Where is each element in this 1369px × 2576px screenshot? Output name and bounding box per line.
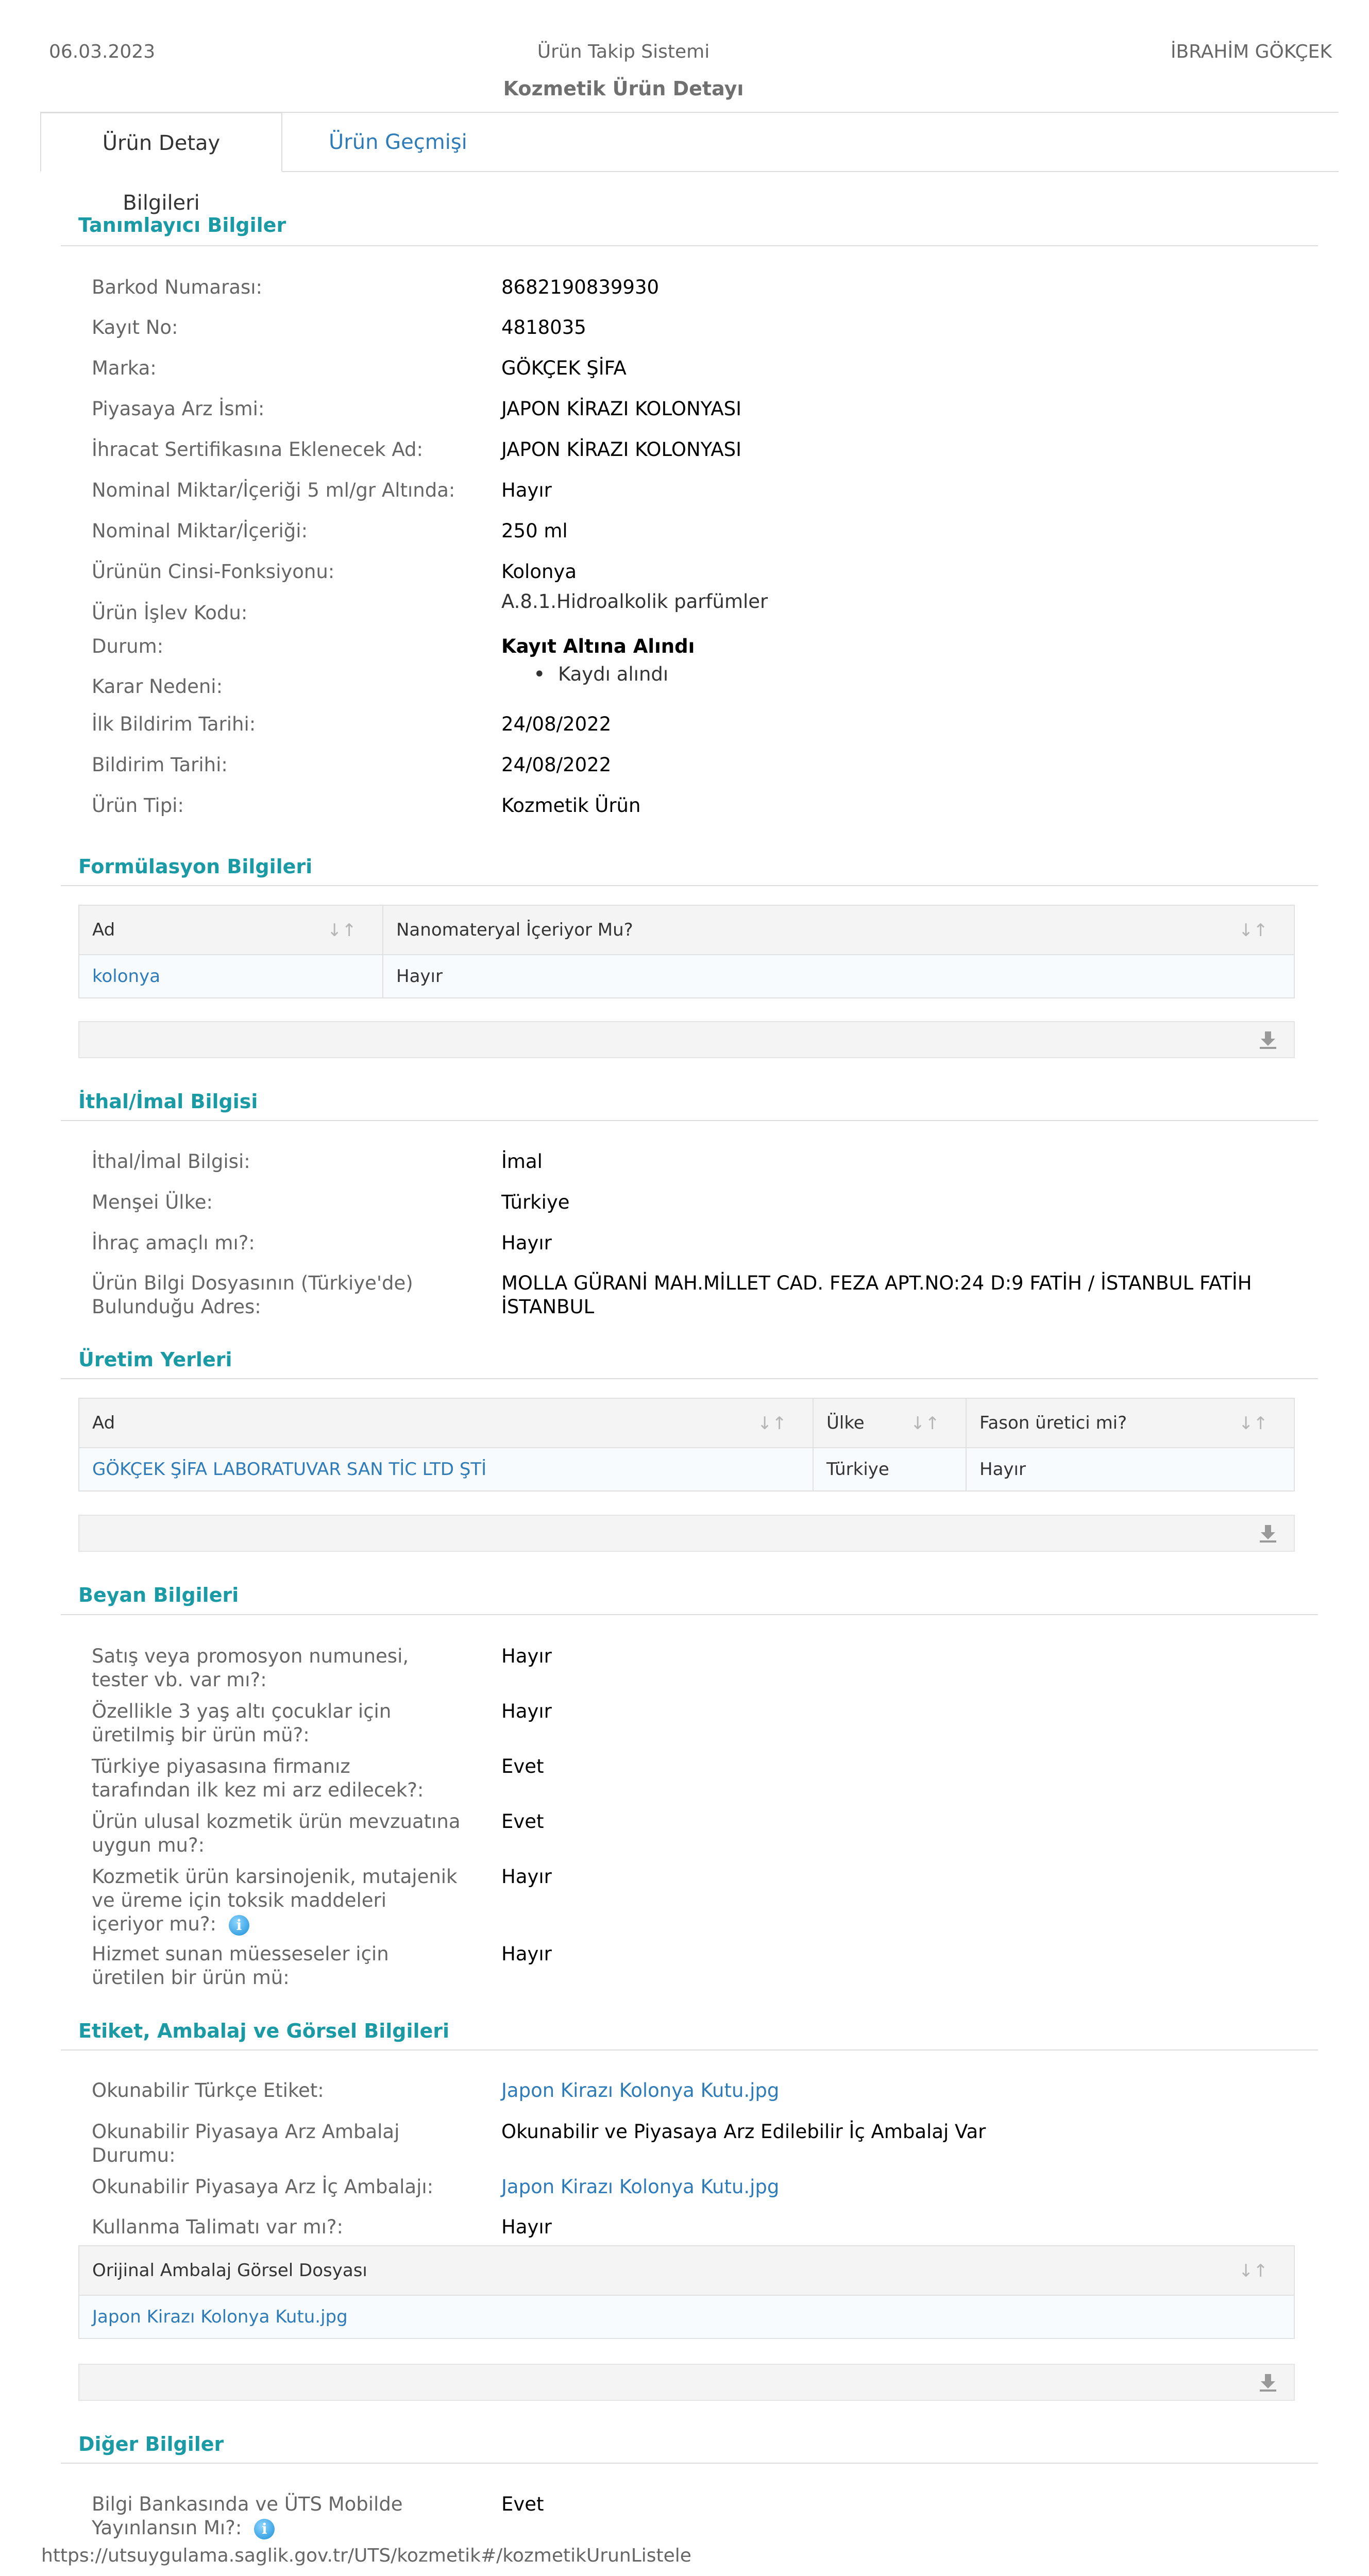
field-value: GÖKÇEK ŞİFA <box>501 357 627 379</box>
field-value: Türkiye <box>501 1191 570 1213</box>
column-header-original-packaging[interactable]: Orijinal Ambalaj Görsel Dosyası ↓↑ <box>79 2246 1294 2295</box>
field-value: Hayır <box>501 1700 552 1722</box>
field-label: Nominal Miktar/İçeriği 5 ml/gr Altında: <box>92 479 455 501</box>
header-system-name: Ürün Takip Sistemi <box>537 41 710 62</box>
section-title-declaration: Beyan Bilgileri <box>78 1584 239 1606</box>
tab-product-history[interactable]: Ürün Geçmişi <box>329 130 467 154</box>
field-label: Karar Nedeni: <box>92 675 223 698</box>
field-label: Piyasaya Arz İsmi: <box>92 398 265 420</box>
decision-reason-item: • Kaydı alındı <box>558 663 668 686</box>
sort-icon[interactable]: ↓↑ <box>1239 2261 1268 2281</box>
field-value: Hayır <box>501 1645 552 1667</box>
column-header-nanomaterial[interactable]: Nanomateryal İçeriyor Mu? ↓↑ <box>383 905 1294 955</box>
table-cell: Hayır <box>966 1448 1294 1491</box>
field-label: Okunabilir Türkçe Etiket: <box>92 2079 324 2102</box>
field-label: Okunabilir Piyasaya Arz Ambalaj Durumu: <box>92 2121 400 2166</box>
field-label: Barkod Numarası: <box>92 276 263 298</box>
field-label: Ürünün Cinsi-Fonksiyonu: <box>92 561 335 583</box>
field-label: Hizmet sunan müesseseler için üretilen bir ürün mü: <box>92 1943 389 1989</box>
field-value: Hayır <box>501 2216 552 2238</box>
field-value: 4818035 <box>501 316 586 338</box>
field-value: Kolonya <box>501 561 577 583</box>
field-value: Hayır <box>501 479 552 501</box>
field-label: Bilgi Bankasında ve ÜTS Mobilde Yayınlansın Mı?: i <box>92 2493 403 2539</box>
field-value: İmal <box>501 1150 543 1173</box>
field-label: Türkiye piyasasına firmanız tarafından ilk kez mi arz edilecek?: <box>92 1755 424 1801</box>
field-label: Özellikle 3 yaş altı çocuklar için üretilmiş bir ürün mü?: <box>92 1700 392 1746</box>
original-packaging-table <box>78 2245 1295 2339</box>
header-date: 06.03.2023 <box>49 41 156 62</box>
field-label: Nominal Miktar/İçeriği: <box>92 520 308 542</box>
table-row <box>79 2295 1294 2338</box>
field-value: Evet <box>501 1810 544 1833</box>
section-title-import: İthal/İmal Bilgisi <box>78 1090 258 1113</box>
section-title-label-packaging: Etiket, Ambalaj ve Görsel Bilgileri <box>78 2020 450 2042</box>
sort-icon[interactable]: ↓↑ <box>910 1413 940 1434</box>
header-user-name: İBRAHİM GÖKÇEK <box>1170 41 1332 62</box>
field-label: İthal/İmal Bilgisi: <box>92 1150 250 1173</box>
field-label: Kayıt No: <box>92 316 178 338</box>
field-value: Hayır <box>501 1943 552 1965</box>
field-value: Okunabilir ve Piyasaya Arz Edilebilir İç Ambalaj Var <box>501 2121 986 2143</box>
field-label: İlk Bildirim Tarihi: <box>92 713 256 735</box>
manufacturer-link[interactable]: GÖKÇEK ŞİFA LABORATUVAR SAN TİC LTD ŞTİ <box>79 1448 813 1491</box>
table-cell: Hayır <box>383 955 1294 998</box>
page-title: Kozmetik Ürün Detayı <box>503 77 744 100</box>
section-divider <box>61 885 1318 886</box>
sort-icon[interactable]: ↓↑ <box>327 920 357 941</box>
field-value: MOLLA GÜRANİ MAH.MİLLET CAD. FEZA APT.NO:24 D:9 FATİH / İSTANBUL FATİH İSTANBUL <box>501 1272 1252 1318</box>
field-label: Kullanma Talimatı var mı?: <box>92 2216 343 2238</box>
info-icon[interactable]: i <box>229 1915 249 1936</box>
field-label: Okunabilir Piyasaya Arz İç Ambalajı: <box>92 2176 434 2198</box>
table-cell: Türkiye <box>813 1448 966 1491</box>
section-divider <box>61 2049 1318 2050</box>
field-label: Ürün ulusal kozmetik ürün mevzuatına uygun mu?: <box>92 1810 461 1856</box>
download-icon[interactable] <box>1258 2372 1278 2393</box>
field-label: Marka: <box>92 357 157 379</box>
table-header-row <box>79 2246 1294 2295</box>
section-divider <box>61 1120 1318 1121</box>
table-row <box>79 955 1294 998</box>
field-label: Satış veya promosyon numunesi, tester vb. var mı?: <box>92 1645 409 1691</box>
tab-product-details[interactable]: Ürün Detay Bilgileri <box>40 112 282 172</box>
section-title-other: Diğer Bilgiler <box>78 2433 224 2455</box>
download-icon[interactable] <box>1258 1029 1278 1050</box>
field-value: Evet <box>501 2493 544 2515</box>
field-value: 8682190839930 <box>501 276 660 298</box>
section-divider <box>61 2463 1318 2464</box>
field-value: 24/08/2022 <box>501 754 612 776</box>
formulation-table-footer <box>78 1021 1295 1058</box>
section-title-identifier: Tanımlayıcı Bilgiler <box>78 214 286 236</box>
section-title-production: Üretim Yerleri <box>78 1348 232 1371</box>
sort-icon[interactable]: ↓↑ <box>757 1413 787 1434</box>
field-label: Bildirim Tarihi: <box>92 754 228 776</box>
column-header-country[interactable]: Ülke ↓↑ <box>813 1398 966 1448</box>
field-value: Hayır <box>501 1232 552 1254</box>
field-label: İhracat Sertifikasına Eklenecek Ad: <box>92 438 423 461</box>
field-label: Ürün Bilgi Dosyasının (Türkiye'de) Bulunduğu Adres: <box>92 1272 413 1318</box>
packaging-file-link[interactable]: Japon Kirazı Kolonya Kutu.jpg <box>79 2295 1294 2338</box>
field-value: JAPON KİRAZI KOLONYASI <box>501 398 742 420</box>
packaging-table-footer <box>78 2364 1295 2401</box>
column-header-name[interactable]: Ad ↓↑ <box>79 1398 813 1448</box>
field-value: A.8.1.Hidroalkolik parfümler <box>501 590 768 613</box>
field-label: Menşei Ülke: <box>92 1191 213 1213</box>
inner-packaging-file-link[interactable]: Japon Kirazı Kolonya Kutu.jpg <box>501 2176 780 2198</box>
field-value: Evet <box>501 1755 544 1777</box>
field-label: Durum: <box>92 635 164 657</box>
table-header-row <box>79 905 1294 955</box>
field-value: 250 ml <box>501 520 568 542</box>
production-sites-table <box>78 1398 1295 1492</box>
sort-icon[interactable]: ↓↑ <box>1239 1413 1268 1434</box>
ingredient-link[interactable]: kolonya <box>79 955 383 998</box>
field-label: Kozmetik ürün karsinojenik, mutajenik ve üreme için toksik maddeleri içeriyor mu?: i <box>92 1866 458 1935</box>
section-divider <box>61 1614 1318 1615</box>
info-icon[interactable]: i <box>254 2519 275 2539</box>
page-url: https://utsuygulama.saglik.gov.tr/UTS/kozmetik#/kozmetikUrunListele <box>41 2545 691 2566</box>
section-divider <box>61 1378 1318 1379</box>
field-value: JAPON KİRAZI KOLONYASI <box>501 438 742 461</box>
field-value: Kozmetik Ürün <box>501 794 641 817</box>
sort-icon[interactable]: ↓↑ <box>1239 920 1268 941</box>
formulation-table <box>78 905 1295 998</box>
field-value: 24/08/2022 <box>501 713 612 735</box>
table-row <box>79 1448 1294 1491</box>
field-value: Hayır <box>501 1866 552 1888</box>
column-header-name[interactable]: Ad ↓↑ <box>79 905 383 955</box>
download-icon[interactable] <box>1258 1523 1278 1544</box>
field-label: İhraç amaçlı mı?: <box>92 1232 255 1254</box>
section-divider <box>61 245 1318 246</box>
status-value: Kayıt Altına Alındı <box>501 635 695 657</box>
production-table-footer <box>78 1515 1295 1552</box>
field-label: Ürün Tipi: <box>92 794 184 817</box>
table-header-row <box>79 1398 1294 1448</box>
column-header-contract-manufacturer[interactable]: Fason üretici mi? ↓↑ <box>966 1398 1294 1448</box>
tab-bar <box>40 112 1339 215</box>
section-title-formulation: Formülasyon Bilgileri <box>78 855 313 878</box>
field-label: Ürün İşlev Kodu: <box>92 602 248 624</box>
turkish-label-file-link[interactable]: Japon Kirazı Kolonya Kutu.jpg <box>501 2079 780 2102</box>
